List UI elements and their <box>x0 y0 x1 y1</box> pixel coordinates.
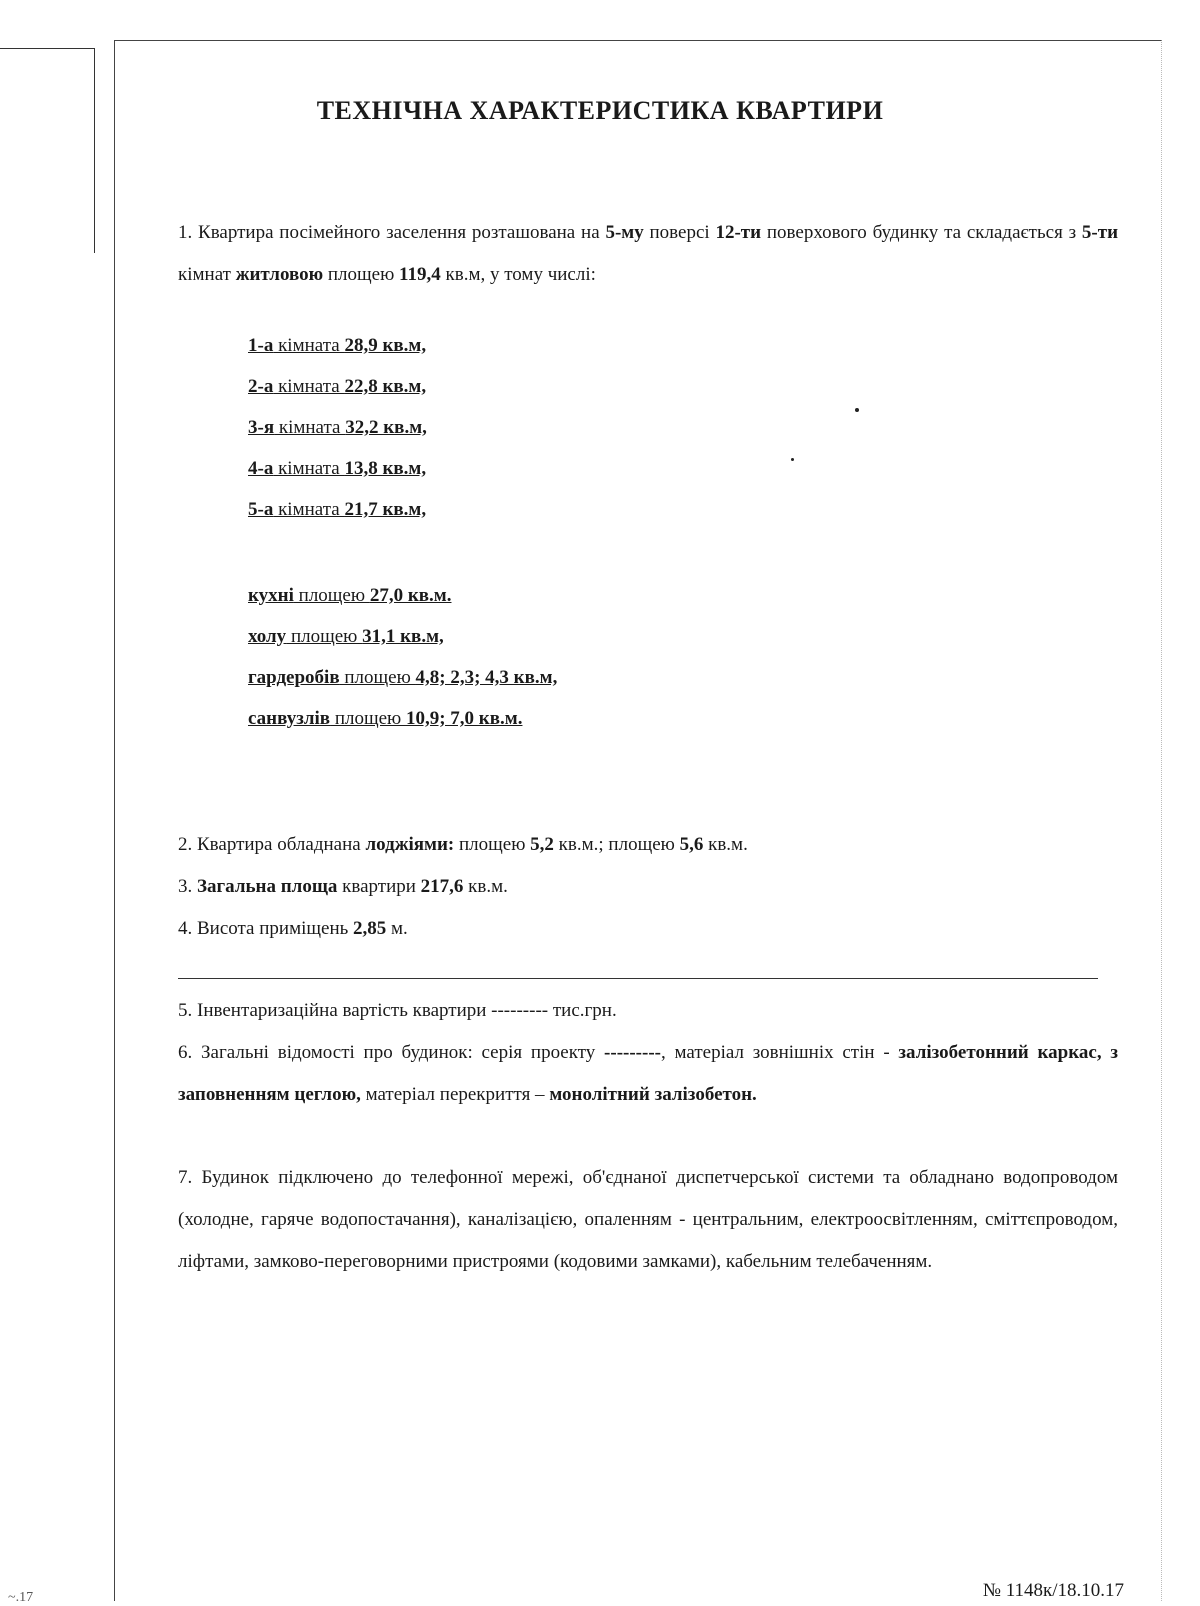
p3-total-area: 217,6 <box>420 876 464 897</box>
room-item <box>248 448 427 489</box>
p4-text: 4. Висота приміщень <box>178 918 354 939</box>
premise-item <box>248 616 557 657</box>
p2-text: кв.м. <box>703 834 748 855</box>
room-item <box>248 325 427 366</box>
scan-speck <box>855 408 859 412</box>
p6-text: , матеріал зовнішніх стін - <box>661 1042 899 1063</box>
p2-text: 2. Квартира обладнана <box>178 834 366 855</box>
paragraph-3 <box>178 866 1118 908</box>
p3-text: кв.м. <box>463 876 508 897</box>
p1-text: кімнат <box>178 264 236 285</box>
p1-rooms-count: 5-ти <box>1081 222 1119 243</box>
room-item <box>248 366 427 407</box>
premise-area: 31,1 кв.м, <box>362 626 444 647</box>
scan-speck <box>791 458 794 461</box>
p2-text: площею <box>454 834 531 855</box>
room-area: 13,8 кв.м, <box>344 458 427 479</box>
room-area: 22,8 кв.м, <box>344 376 427 397</box>
premise-name: санвузлів <box>248 708 331 729</box>
p4-text: м. <box>386 918 408 939</box>
paragraph-7: 7. Будинок підключено до телефонної мережі, об'єднаної диспетчерської системи та обладнано водопроводом (холодне, гаряче водопостачання), каналізацією, опаленням - центральним, електроосвітленням, сміттєпроводом, ліфтами, замково-переговорними пристроями (кодовими замками), кабельним телебаченням. <box>178 1167 1118 1272</box>
room-item <box>248 407 427 448</box>
room-number: 5-а <box>248 499 274 520</box>
premise-word: площею <box>293 585 370 606</box>
premise-area: 4,8; 2,3; 4,3 кв.м, <box>415 667 558 688</box>
premise-area: 27,0 кв.м. <box>369 585 452 606</box>
paragraph-2 <box>178 824 1118 866</box>
room-number: 2-а <box>248 376 274 397</box>
premise-item <box>248 657 557 698</box>
premises-list <box>248 575 557 739</box>
p4-height: 2,85 <box>353 918 387 939</box>
p6-series: --------- <box>604 1042 661 1063</box>
rooms-list <box>248 325 427 530</box>
p1-living-area: 119,4 <box>399 264 441 285</box>
document-title: ТЕХНІЧНА ХАРАКТЕРИСТИКА КВАРТИРИ <box>316 96 884 125</box>
premise-item <box>248 698 557 739</box>
premise-word: площею <box>330 708 406 729</box>
p1-floor: 5-му <box>605 222 644 243</box>
document-number: № 1148к/18.10.17 <box>982 1580 1124 1601</box>
room-word: кімната <box>273 458 345 479</box>
p2-area-2: 5,6 <box>679 834 704 855</box>
room-number: 3-я <box>248 417 275 438</box>
room-word: кімната <box>273 376 345 397</box>
premise-word: площею <box>286 626 363 647</box>
room-area: 32,2 кв.м, <box>345 417 427 438</box>
room-number: 1-а <box>248 335 274 356</box>
room-word: кімната <box>274 417 346 438</box>
p1-text: кв.м, у тому числі: <box>440 264 596 285</box>
paragraph-1 <box>178 212 1118 296</box>
p1-text: поверхового будинку та складається з <box>761 222 1082 243</box>
p1-text: поверсі <box>643 222 716 243</box>
p6-floors: монолітний залізобетон. <box>549 1084 757 1105</box>
p6-walls: залізобетонний каркас, з заповненням цеглою, <box>178 1042 1118 1105</box>
room-word: кімната <box>273 499 345 520</box>
p1-storeys: 12-ти <box>715 222 762 243</box>
paragraph-4 <box>178 908 1118 950</box>
p1-text: 1. Квартира посімейного заселення розташована на <box>178 222 606 243</box>
premise-name: гардеробів <box>248 667 340 688</box>
room-area: 28,9 кв.м, <box>344 335 427 356</box>
p2-text: кв.м.; площею <box>553 834 680 855</box>
p6-text: 6. Загальні відомості про будинок: серія проекту <box>178 1042 605 1063</box>
paragraph-6 <box>178 1032 1118 1116</box>
room-area: 21,7 кв.м, <box>344 499 427 520</box>
premise-name: холу <box>248 626 287 647</box>
p3-text: 3. <box>178 876 197 897</box>
p1-text: площею <box>323 264 400 285</box>
p1-living-label: житловою <box>235 264 324 285</box>
margin-note: ~.17 <box>8 1590 34 1605</box>
room-number: 4-а <box>248 458 274 479</box>
p3-text: квартири <box>337 876 421 897</box>
premise-item <box>248 575 557 616</box>
p2-area-1: 5,2 <box>530 834 554 855</box>
left-page-frame <box>0 48 95 253</box>
room-word: кімната <box>273 335 345 356</box>
premise-area: 10,9; 7,0 кв.м. <box>405 708 523 729</box>
p6-text: матеріал перекриття – <box>360 1084 550 1105</box>
room-item <box>248 489 427 530</box>
premise-name: кухні <box>248 585 294 606</box>
paragraph-5: 5. Інвентаризаційна вартість квартири --------- тис.грн. <box>178 1000 617 1021</box>
separator-line <box>178 978 1098 979</box>
p3-total-label: Загальна площа <box>197 876 338 897</box>
premise-word: площею <box>339 667 416 688</box>
p2-loggias: лоджіями: <box>365 834 455 855</box>
